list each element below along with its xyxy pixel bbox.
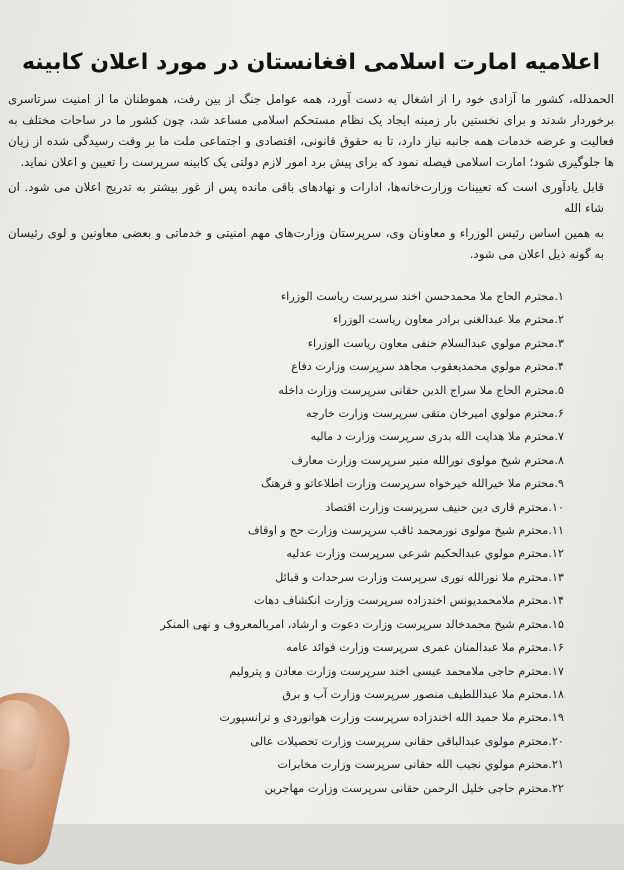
appointment-item: ۱۷.محترم حاجی ملامحمد عیسی اخند سرپرست وزارت معادن و پترولیم (229, 664, 564, 678)
appointment-item: ۱۸.محترم ملا عبداللطیف منصور سرپرست وزارت آب و برق (282, 687, 564, 701)
appointment-item: ۷.محترم ملا هدایت الله بدری سرپرست وزارت د مالیه (310, 430, 564, 444)
announcement-document (8, 50, 614, 800)
appointments-list (8, 285, 614, 800)
appointment-item: ۵.محترم الحاج ملا سراج الدین حقانی سرپرست وزارت داخله (278, 383, 564, 397)
appointment-item: ۱۱.محترم شیخ مولوی نورمحمد ثاقب سرپرست وزارت حج و اوقاف (247, 524, 564, 538)
appointment-item: ۱.محترم الحاج ملا محمدحسن اخند سرپرست ریاست الوزراء (280, 290, 564, 303)
document-title: اعلامیه امارت اسلامی افغانستان در مورد اعلان کابینه (21, 50, 601, 75)
appointment-item: ۲۱.محترم مولوي نجیب الله حقانی سرپرست وزارت مخابرات (277, 758, 564, 772)
appointment-item: ۱۰.محترم قاری دین حنیف سرپرست وزارت اقتصاد (325, 500, 564, 514)
appointment-item: ۱۵.محترم شیخ محمدخالد سرپرست وزارت دعوت و ارشاد، امربالمعروف و نهی المنکر (160, 617, 564, 631)
appointment-item: ۱۴.محترم ملامحمدیونس اخندزاده سرپرست وزارت انکشاف دهات (254, 594, 564, 608)
appointment-item: ۲۲.محترم حاجی خلیل الرحمن حقانی سرپرست وزارت مهاجرین (264, 781, 564, 795)
appointment-item: ۴.محترم مولوي محمدیعقوب مجاهد سرپرست وزارت دفاع (291, 360, 564, 374)
announcement-paragraph: به همین اساس رئیس الوزراء و معاونان وی، سرپرستان وزارت‌های مهم امنیتی و خدماتی و بعضی معاونین و لوی رئیسان به گونه ذیل اعلان می شود. (8, 226, 604, 261)
appointment-item: ۹.محترم ملا خیرالله خیرخواه سرپرست وزارت اطلاعاتو و فرهنگ (260, 477, 564, 491)
appointment-item: ۱۶.محترم ملا عبدالمنان عمری سرپرست وزارت فوائد عامه (286, 641, 564, 655)
appointment-item: ۱۳.محترم ملا نورالله نوری سرپرست وزارت سرحدات و قبائل (275, 570, 564, 584)
appointment-item: ۳.محترم مولوي عبدالسلام حنفی معاون ریاست الوزراء (307, 336, 564, 350)
intro-paragraph: الحمدلله، کشور ما آزادی خود را از اشغال به دست آورد، همه عوامل جنگ از بین رفت، هموطنان ما از امنیت سرتاسری برخوردار شدند و برای نخستین بار زمینه ایجاد یک نظام مستحکم اسلامی مساعد شد، چون کشور ما در ساحات مختلف به فعالیت و عرضه خدمات همه جانبه نیاز دارد، تا به حقوق قانونی، اقتصادی و اجتماعی ملت ما بر وقت رسیدگی شده از زیان ها جلوگیری شود؛ امارت اسلامی فیصله نمود که برای پیش برد امور لازم دولتی یک کابینه سرپرست را تعیین و اعلان نماید. (8, 92, 614, 169)
reminder-paragraph: قابل یادآوری است که تعیینات وزارت‌خانه‌ها، ادارات و نهادهای باقی مانده پس از غور بیشتر به تدریج اعلان می شود. ان شاء الله (8, 180, 604, 215)
appointment-item: ۲۰.محترم مولوی عبدالباقی حقانی سرپرست وزارت تحصیلات عالی (250, 734, 564, 748)
appointment-item: ۱۹.محترم ملا حمید الله اخندزاده سرپرست وزارت هوانوردی و ترانسپورت (219, 711, 564, 725)
appointment-item: ۱۲.محترم مولوي عبدالحکیم شرعی سرپرست وزارت عدلیه (286, 547, 564, 561)
appointment-item: ۲.محترم ملا عبدالغنی برادر معاون ریاست الوزراء (333, 313, 564, 327)
appointment-item: ۶.محترم مولوي امیرخان متقی سرپرست وزارت خارجه (305, 407, 564, 421)
appointment-item: ۸.محترم شیخ مولوی نورالله منیر سرپرست وزارت معارف (291, 453, 564, 467)
